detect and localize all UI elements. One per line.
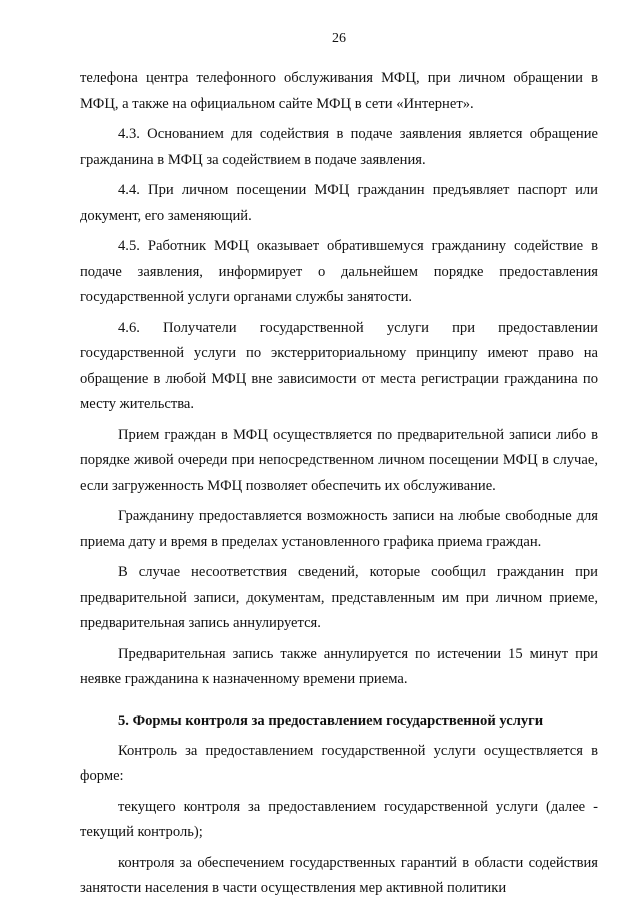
paragraph-guarantee-control: контроля за обеспечением государственных гарантий в области содействия занятости населения в части осуществления мер активной политики: [80, 854, 598, 896]
paragraph-cancellation: Предварительная запись также аннулируется по истечении 15 минут при неявке гражданина к назначенному времени приема.: [80, 645, 598, 687]
paragraph-4-6: 4.6. Получатели государственной услуги при предоставлении государственной услуги по экстерриториальному принципу имеют право на обращение в любой МФЦ вне зависимости от места регистрации гражданина по месту жительства.: [80, 319, 598, 412]
paragraph-appointment: Гражданину предоставляется возможность записи на любые свободные для приема дату и время в пределах установленного графика приема граждан.: [80, 508, 598, 550]
paragraph-4-4: 4.4. При личном посещении МФЦ гражданин предъявляет паспорт или документ, его заменяющий.: [80, 182, 598, 224]
paragraph-reception: Прием граждан в МФЦ осуществляется по предварительной записи либо в порядке живой очереди при непосредственном личном посещении МФЦ в случае, если загруженность МФЦ позволяет обеспечить их обслуживание.: [80, 426, 598, 494]
paragraph-control-forms: Контроль за предоставлением государственной услуги осуществляется в форме:: [80, 742, 598, 784]
paragraph-4-5: 4.5. Работник МФЦ оказывает обратившемуся гражданину содействие в подаче заявления, информирует о дальнейшем порядке предоставления государственной услуги органами службы занятости.: [80, 238, 598, 305]
paragraph-mismatch: В случае несоответствия сведений, которые сообщил гражданин при предварительной записи, документам, представленным им при личном приеме, предварительная запись аннулируется.: [80, 564, 598, 631]
page-number: 26: [332, 31, 346, 46]
paragraph-current-control: текущего контроля за предоставлением государственной услуги (далее - текущий контроль);: [80, 798, 598, 840]
paragraph-continuation: телефона центра телефонного обслуживания МФЦ, при личном обращении в МФЦ, а также на официальном сайте МФЦ в сети «Интернет».: [80, 70, 598, 112]
paragraph-4-3: 4.3. Основанием для содействия в подаче заявления является обращение гражданина в МФЦ за содействием в подаче заявления.: [80, 126, 598, 168]
section-heading: 5. Формы контроля за предоставлением государственной услуги: [118, 712, 544, 729]
